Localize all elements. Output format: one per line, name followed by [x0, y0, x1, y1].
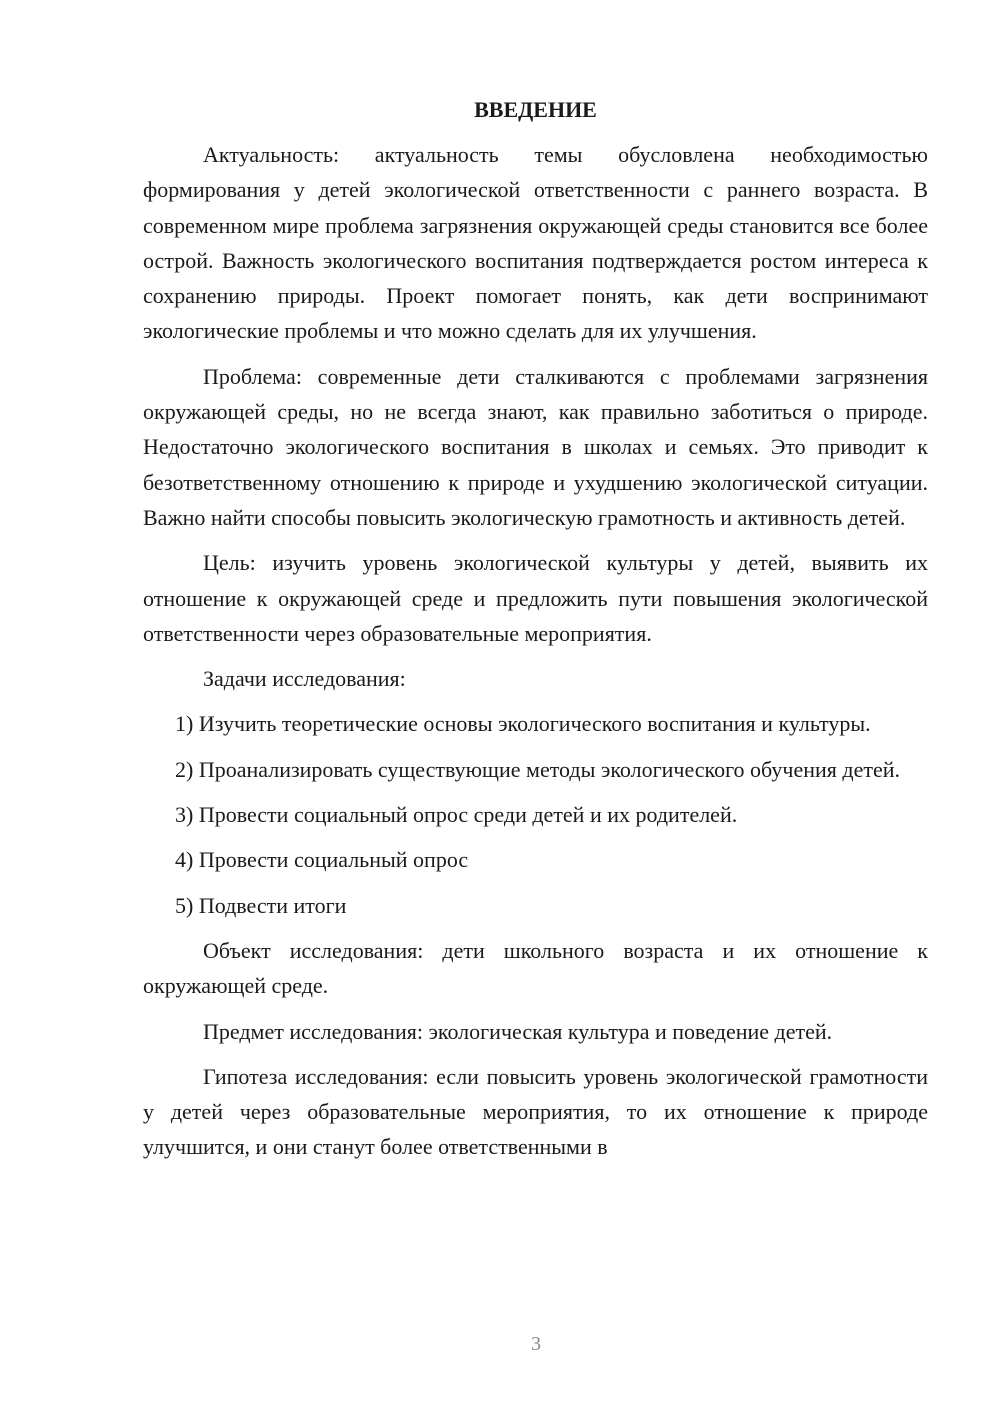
page-number-value: 3 [531, 1333, 541, 1355]
paragraph-subject: Предмет исследования: экологическая культура и поведение детей. [203, 1018, 833, 1044]
task-item-5: 5) Подвести итоги [175, 892, 347, 918]
paragraph-goal: Цель: изучить уровень экологической культуры у детей, выявить их отношение к окружающей среде и предложить пути повышения экологической ответственности через образовательные мероприятия. [143, 550, 928, 646]
paragraph-problem: Проблема: современные дети сталкиваются с проблемами загрязнения окружающей среды, но не всегда знают, как правильно заботиться о природе. Недостаточно экологического воспитания в школах и семьях. Это приводит к безответственному отношению к природе и ухудшению экологической ситуации. Важно найти способы повысить экологическую грамотность и активность детей. [143, 363, 928, 530]
page-number [0, 1333, 1000, 1356]
task-item-3: 3) Провести социальный опрос среди детей и их родителей. [175, 802, 738, 828]
task-item-1: 1) Изучить теоретические основы экологического воспитания и культуры. [175, 711, 871, 737]
paragraph-hypothesis: Гипотеза исследования: если повысить уровень экологической грамотности у детей через образовательные мероприятия, то их отношение к природе улучшится, и они станут более ответственными в [143, 1063, 928, 1160]
page-body [143, 92, 928, 1165]
section-title: ВВЕДЕНИЕ [474, 97, 597, 122]
paragraph-tasks-heading: Задачи исследования: [203, 666, 406, 692]
task-item-2: 2) Проанализировать существующие методы экологического обучения детей. [175, 756, 901, 782]
paragraph-relevance: Актуальность: актуальность темы обусловлена необходимостью формирования у детей экологической ответственности с раннего возраста. В современном мире проблема загрязнения окружающей среды становится все более острой. Важность экологического воспитания подтверждается ростом интереса к сохранению природы. Проект помогает понять, как дети воспринимают экологические проблемы и что можно сделать для их улучшения. [143, 142, 928, 344]
task-item-4: 4) Провести социальный опрос [175, 847, 469, 873]
paragraph-object: Объект исследования: дети школьного возраста и их отношение к окружающей среде. [143, 937, 928, 999]
